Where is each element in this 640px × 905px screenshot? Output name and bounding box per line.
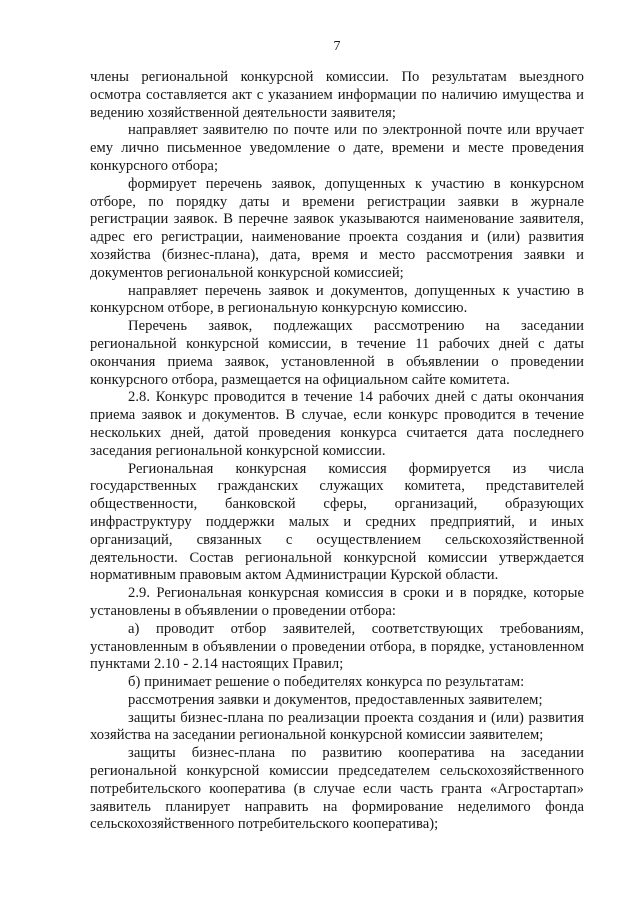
paragraph: Региональная конкурсная комиссия формируется из числа государственных гражданских служащих комитета, представителей общественности, банковской сферы, организаций, образующих инфраструктуру поддержки малых и средних предприятий, и иных организаций, связанных с осуществлением сельскохозяйственной деятельности. Состав региональной конкурсной комиссии утверждается нормативным правовым актом Администрации Курской области. bbox=[90, 460, 584, 584]
paragraph: защиты бизнес-плана по развитию кооператива на заседании региональной конкурсной комиссии председателем сельскохозяйственного потребительского кооператива (в случае если часть гранта «Агростартап» заявитель планирует направить на формирование неделимого фонда сельскохозяйственного потребительского кооператива); bbox=[90, 745, 584, 833]
paragraph: Перечень заявок, подлежащих рассмотрению на заседании региональной конкурсной комиссии, в течение 11 рабочих дней с даты окончания приема заявок, установленной в объявлении о проведении конкурсного отбора, размещается на официальном сайте комитета. bbox=[90, 318, 584, 388]
paragraph: направляет заявителю по почте или по электронной почте или вручает ему лично письменное уведомление о дате, времени и месте проведения конкурсного отбора; bbox=[90, 122, 584, 174]
paragraph: а) проводит отбор заявителей, соответствующих требованиям, установленным в объявлении о проведении отбора, в порядке, установленном пунктами 2.10 - 2.14 настоящих Правил; bbox=[90, 620, 584, 673]
paragraph: 2.9. Региональная конкурсная комиссия в сроки и в порядке, которые установлены в объявлении о проведении отбора: bbox=[90, 585, 584, 619]
paragraph: защиты бизнес-плана по реализации проекта создания и (или) развития хозяйства на заседании региональной конкурсной комиссии заявителем; bbox=[90, 709, 584, 744]
paragraph: б) принимает решение о победителях конкурса по результатам: bbox=[128, 674, 525, 691]
paragraph: формирует перечень заявок, допущенных к участию в конкурсном отборе, по порядку даты и времени регистрации заявки в журнале регистрации заявок. В перечне заявок указываются наименование заявителя, адрес его регистрации, наименование проекта создания и (или) развития хозяйства (бизнес-плана), дата, время и место рассмотрения заявки и документов региональной конкурсной комиссией; bbox=[90, 175, 584, 281]
document-body bbox=[90, 69, 584, 834]
page-number: 7 bbox=[333, 39, 341, 54]
paragraph: члены региональной конкурсной комиссии. По результатам выездного осмотра составляется акт с указанием информации по наличию имущества и ведению хозяйственной деятельности заявителя; bbox=[90, 69, 584, 121]
paragraph: рассмотрения заявки и документов, предоставленных заявителем; bbox=[128, 691, 543, 708]
paragraph: 2.8. Конкурс проводится в течение 14 рабочих дней с даты окончания приема заявок и документов. В случае, если конкурс проводится в течение нескольких дней, датой проведения конкурса считается дата последнего заседания региональной конкурсной комиссии. bbox=[90, 389, 584, 459]
paragraph: направляет перечень заявок и документов, допущенных к участию в конкурсном отборе, в региональную конкурсную комиссию. bbox=[90, 282, 584, 317]
